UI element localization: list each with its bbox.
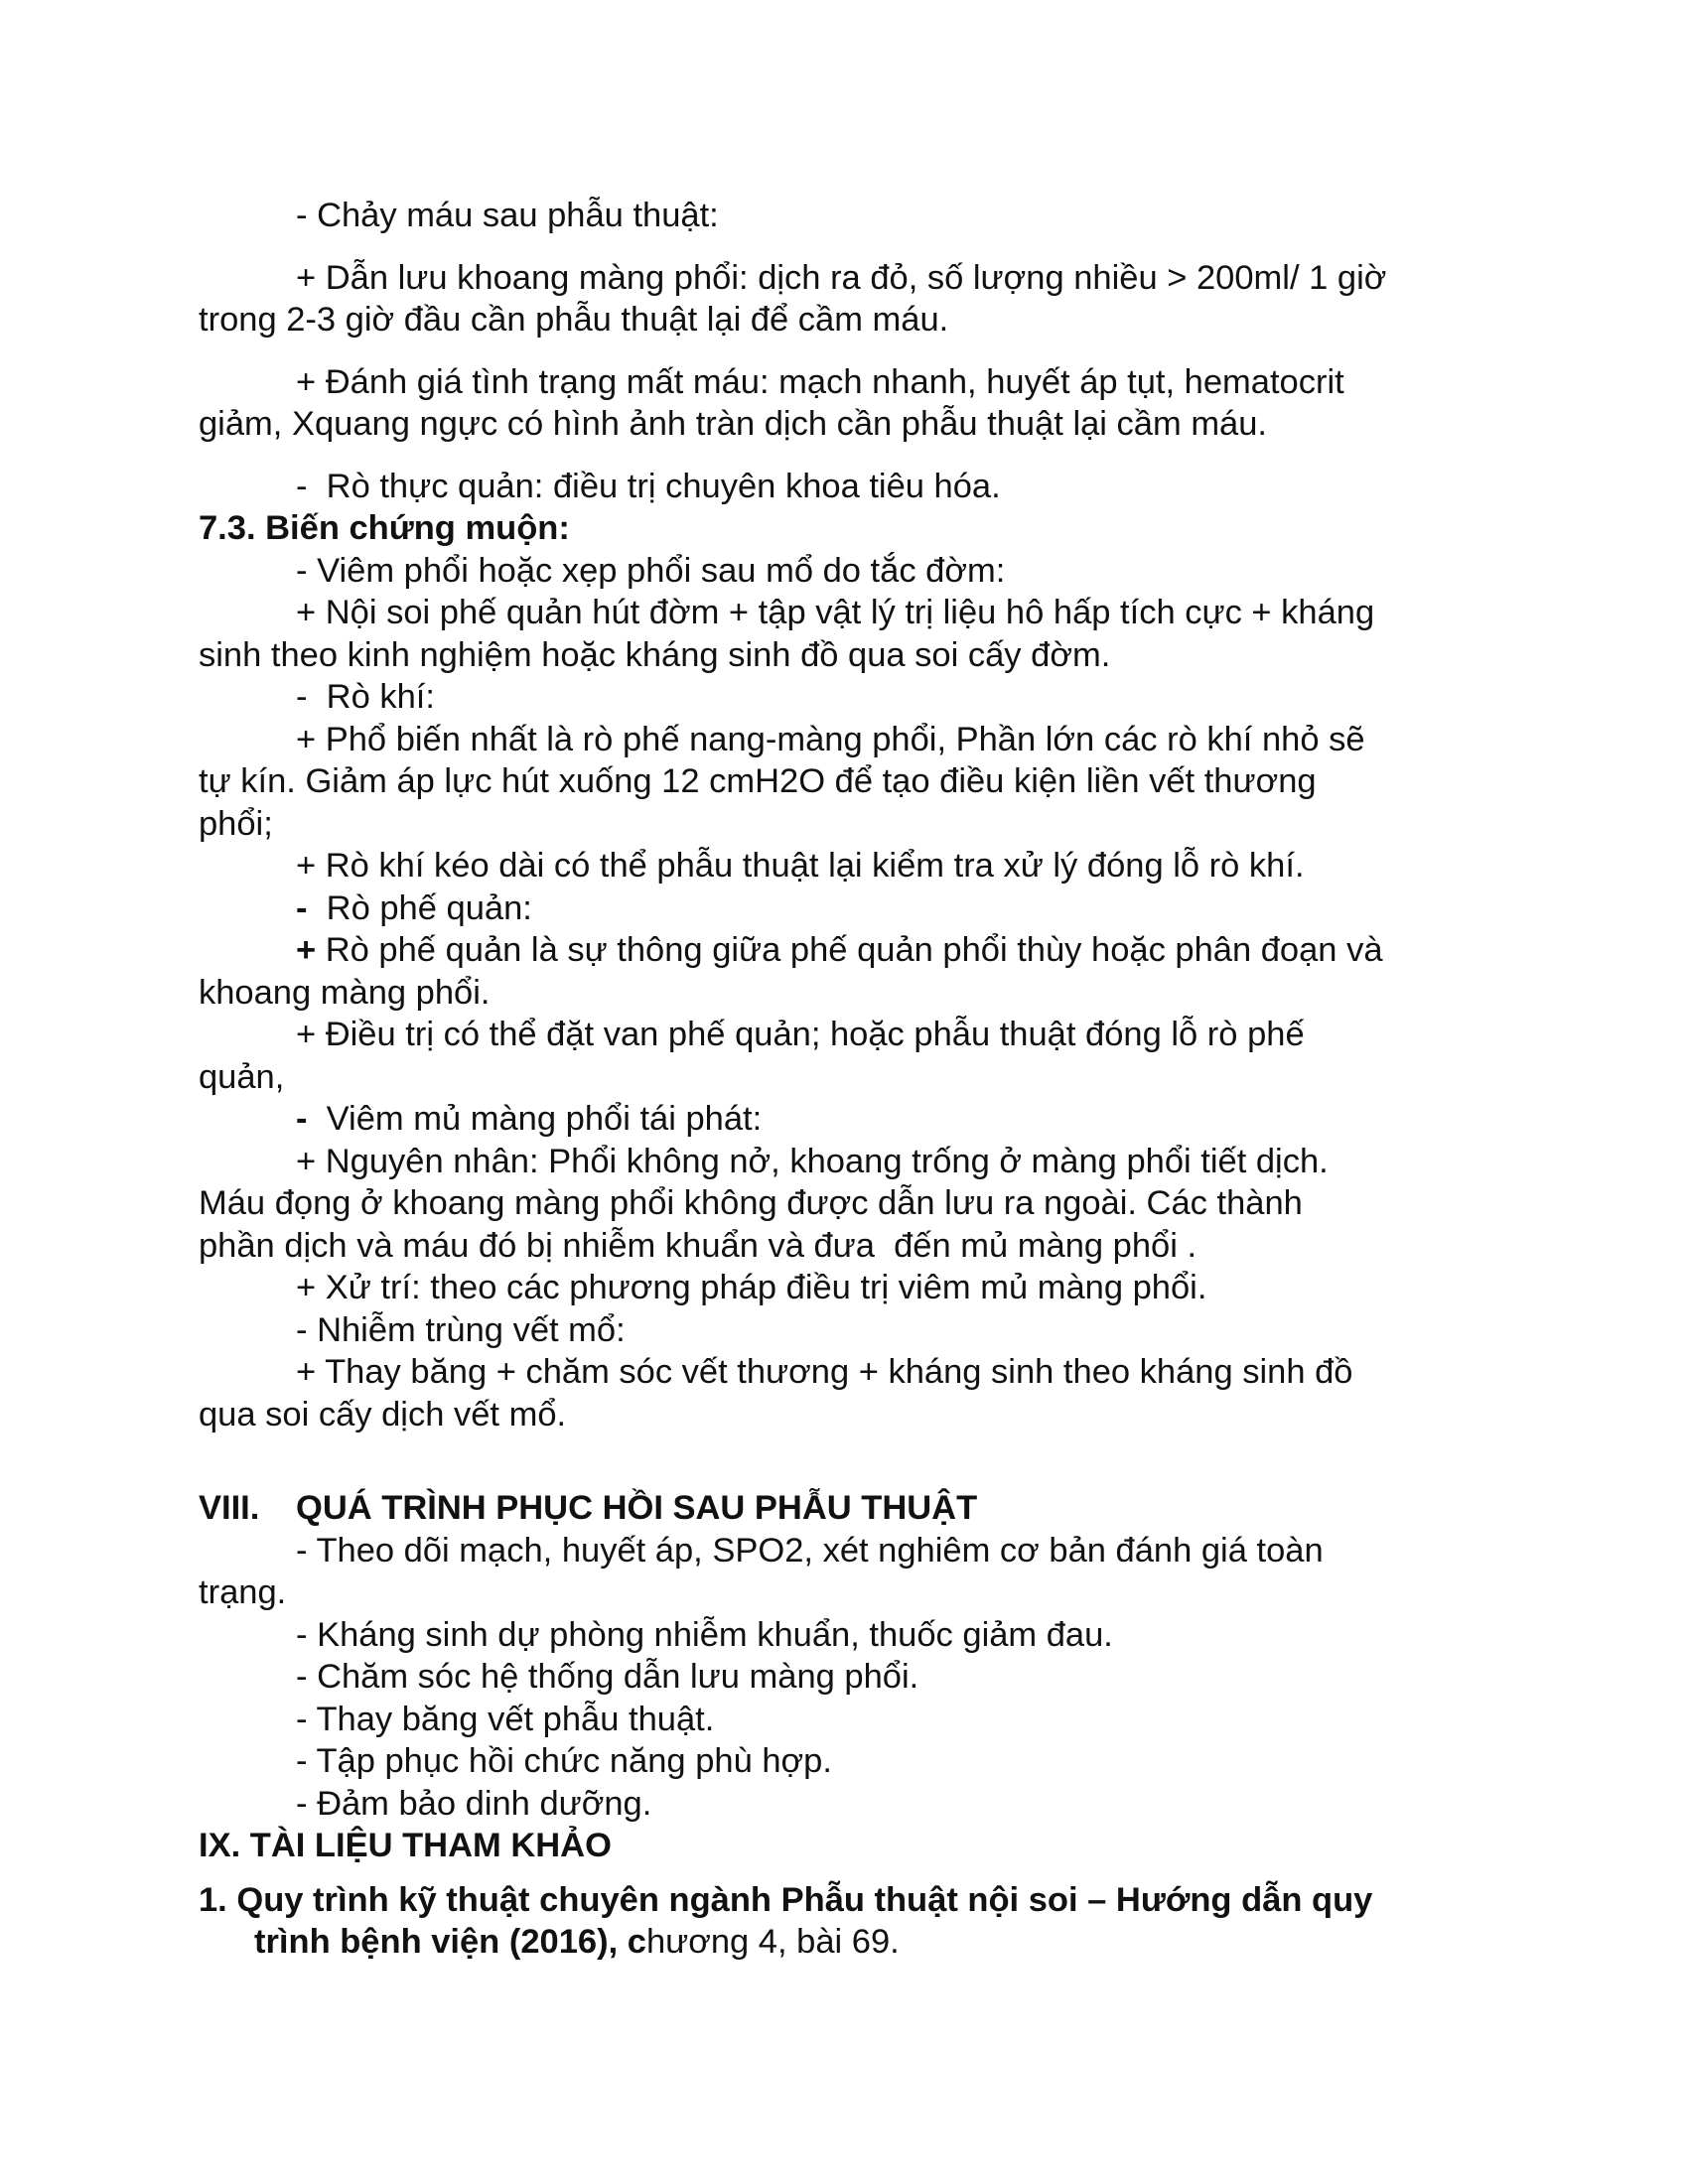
paragraph: - Kháng sinh dự phòng nhiễm khuẩn, thuốc giảm đau. xyxy=(296,1615,1113,1654)
paragraph: - Nhiễm trùng vết mổ: xyxy=(296,1310,626,1349)
paragraph-line: + Dẫn lưu khoang màng phổi: dịch ra đỏ, số lượng nhiều > 200ml/ 1 giờ xyxy=(296,258,1387,297)
paragraph: - Rò thực quản: điều trị chuyên khoa tiêu hóa. xyxy=(296,467,1001,505)
paragraph-line: giảm, Xquang ngực có hình ảnh tràn dịch cần phẫu thuật lại cầm máu. xyxy=(199,405,1268,443)
section-heading-7-3: 7.3. Biến chứng muộn: xyxy=(199,509,570,547)
paragraph-line: qua soi cấy dịch vết mổ. xyxy=(199,1395,567,1433)
paragraph xyxy=(199,1098,1487,1141)
paragraph: - Rò khí: xyxy=(296,678,435,716)
paragraph: + Xử trí: theo các phương pháp điều trị viêm mủ màng phổi. xyxy=(296,1269,1207,1306)
dash-marker: - xyxy=(296,888,308,927)
paragraph-block xyxy=(199,361,1487,446)
paragraph-text: Rò phế quản: xyxy=(307,888,532,927)
paragraph-line: trong 2-3 giờ đầu cần phẫu thuật lại để cầm máu. xyxy=(199,301,949,339)
paragraph: - Đảm bảo dinh dưỡng. xyxy=(296,1784,652,1823)
paragraph-line: + Thay băng + chăm sóc vết thương + kháng sinh theo kháng sinh đồ xyxy=(296,1353,1353,1391)
paragraph-text: Viêm mủ màng phổi tái phát: xyxy=(307,1100,763,1138)
paragraph-line: Máu đọng ở khoang màng phổi không được dẫn lưu ra ngoài. Các thành xyxy=(199,1184,1303,1222)
section-number: VIII. xyxy=(199,1489,260,1527)
section-heading-viii xyxy=(199,1487,1487,1530)
plus-marker: + xyxy=(296,931,317,969)
reference-line xyxy=(199,1921,1487,1964)
paragraph: - Chăm sóc hệ thống dẫn lưu màng phổi. xyxy=(296,1658,919,1696)
reference-item xyxy=(199,1879,1487,1964)
paragraph-line: quản, xyxy=(199,1057,285,1096)
paragraph xyxy=(199,887,1487,930)
paragraph-line: + Nguyên nhân: Phổi không nở, khoang trống ở màng phổi tiết dịch. xyxy=(296,1142,1329,1180)
paragraph-line: tự kín. Giảm áp lực hút xuống 12 cmH2O để tạo điều kiện liền vết thương xyxy=(199,762,1317,800)
paragraph-line: phần dịch và máu đó bị nhiễm khuẩn và đưa đến mủ màng phổi . xyxy=(199,1226,1197,1265)
paragraph-line: sinh theo kinh nghiệm hoặc kháng sinh đồ qua soi cấy đờm. xyxy=(199,635,1111,674)
section-title: QUÁ TRÌNH PHỤC HỒI SAU PHẪU THUẬT xyxy=(296,1489,978,1527)
paragraph-line xyxy=(199,929,1487,972)
paragraph: - Thay băng vết phẫu thuật. xyxy=(296,1700,715,1738)
paragraph-line: + Đánh giá tình trạng mất máu: mạch nhanh, huyết áp tụt, hematocrit xyxy=(296,362,1344,401)
paragraph-line: + Điều trị có thể đặt van phế quản; hoặc phẫu thuật đóng lỗ rò phế xyxy=(296,1016,1305,1053)
paragraph: + Rò khí kéo dài có thể phẫu thuật lại kiểm tra xử lý đóng lỗ rò khí. xyxy=(296,847,1305,885)
document-page xyxy=(199,195,1487,1964)
paragraph-line: trạng. xyxy=(199,1573,287,1611)
paragraph-line: + Nội soi phế quản hút đờm + tập vật lý trị liệu hô hấp tích cực + kháng xyxy=(296,594,1375,631)
paragraph: - Tập phục hồi chức năng phù hợp. xyxy=(296,1742,832,1780)
paragraph-line: phổi; xyxy=(199,804,273,843)
paragraph: - Viêm phổi hoặc xẹp phổi sau mổ do tắc đờm: xyxy=(296,551,1006,590)
section-heading-ix: IX. TÀI LIỆU THAM KHẢO xyxy=(199,1827,612,1864)
paragraph: - Chảy máu sau phẫu thuật: xyxy=(296,197,719,234)
paragraph-block xyxy=(199,257,1487,341)
reference-line: 1. Quy trình kỹ thuật chuyên ngành Phẫu thuật nội soi – Hướng dẫn quy xyxy=(199,1880,1373,1919)
reference-text: hương 4, bài 69. xyxy=(645,1923,900,1961)
paragraph-text: Rò phế quản là sự thông giữa phế quản phổi thùy hoặc phân đoạn và xyxy=(316,931,1383,969)
paragraph-line: + Phổ biến nhất là rò phế nang-màng phổi, Phần lớn các rò khí nhỏ sẽ xyxy=(296,720,1365,758)
dash-marker: - xyxy=(296,1100,308,1138)
paragraph-line: - Theo dõi mạch, huyết áp, SPO2, xét nghiêm cơ bản đánh giá toàn xyxy=(296,1531,1324,1570)
reference-text-bold: trình bệnh viện (2016), c xyxy=(254,1923,646,1961)
paragraph-line: khoang màng phổi. xyxy=(199,973,491,1012)
